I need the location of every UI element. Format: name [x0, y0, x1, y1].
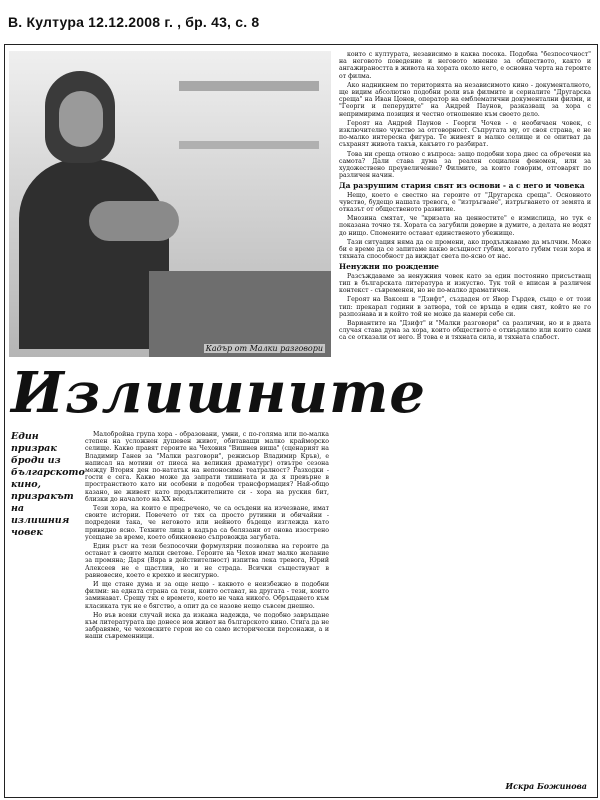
paragraph: Героят на Ваксеш в "Дзифт", създаден от Явор Гърдев, също е от този тип: прекарал години в затвора, той се връща в един свят, който не го разпознава и в който той не може да намери себе си. [339, 296, 591, 318]
paragraph: И ще стане дума и за още нещо - каквото е неизбежно в подобни филми: на едната страна са тези, които остават, на другата - тези, които заминават. Срещу тях е времето, което не чака никого. Обръщането към класиката тук не е бягство, а опит да се назове нещо съвсем днешно. [85, 581, 329, 610]
subheading: Да разрушим стария свят из основи - а с него и човека [339, 181, 585, 191]
paragraph: Героят на Андрей Паунов - Георги Чочев - е необичаен човек, с изключително чувство за отговорност. Съпругата му, от своя страна, е не по-малко интересна фигура. Те живеят в малко селище и се опитват да съхранят живота такъв, какъвто го разбират. [339, 119, 591, 149]
paragraph: Малобройна група хора - образовани, умни, с по-голяма или по-малка степен на усложнен душевен живот, обитаващи малко крайморско селище. Какво правят героите на Чеховия "Вишнев виша" (сценарият на Владимир Ганев за "Малки разговори", режисьор Владимир Кръв), е написал на мотиви от пиеса на великия драматург) отвътре сезона между Втория ден по-нататък на непоносима театралност? Разходки - гости е сега. Какво може да запрати тишината и да я превърне в пространството като ни особени в подобен трансформация? Най-общо казано, не живеят като продължителните си - хора на руския бит, близки до началото на ХХ век. [85, 431, 329, 503]
paragraph: Тази ситуация няма да се промени, ако продължаваме да мълчим. Може би е време да се запитаме какво всъщност губим, когато губим тези хора и тяхната способност да виждат света по-ясно от нас. [339, 238, 591, 261]
paragraph: Вариантите на "Дзифт" и "Малки разговори" са различни, но и в двата случая става дума за хора, които обществото е отхвърлило или които сами са се отказали от него. В това е и тяхната сила, и тяхната слабост. [339, 319, 591, 342]
paragraph: които с културата, независимо в каква посока. Подобна "безпосочност" на неговото поведение и неговото мнение за обществото, както и ангажираността в живота на хората около него, е основна черта на героите от филма. [339, 51, 591, 80]
publication-header: В. Култура 12.12.2008 г. , бр. 43, с. 8 [8, 14, 260, 30]
article-frame [4, 44, 598, 798]
paragraph: Ако надникнем по територията на независимото кино - документалното, ще видим абсолютно подобни роли във филмите и сериалите "Другарска среща" на Иван Цонев, оператор на емблематични документални филми, и "Георги и пеперудите" на Андрей Паунов, разказващ за хора с непримирима позиция и честно отношение към своето дело. [339, 81, 591, 118]
paragraph: Мнозина смятат, че "кризата на ценностите" е измислица, но тук е показана точно тя. Хората са загубили доверие в думите, а делата не водят до нищо. Спомените остават единственото убежище. [339, 215, 591, 237]
author-signature: Искра Божинова [505, 781, 587, 791]
paragraph: Нещо, което е свестно на героите от "Другарска среща". Основното чувство, будещо нашата тревога, е "изтръгване", изтръгването от земята и отказът от общественото развитие. [339, 191, 591, 214]
article-column-right [339, 51, 591, 793]
paragraph: Разсъждаваме за ненужния човек като за един постоянно присъстващ тип в българската литература и изкуство. Тук той е вписан в различен контекст - съвременен, но не по-малко драматичен. [339, 272, 591, 295]
paragraph: Това ни среща отново с въпроса: защо подобни хора днес са обречени на самота? Дали става дума за реален социален феномен, или за художествено преувеличение? Филмите, за които говорим, отговарят по различен начин. [339, 150, 591, 180]
article-photo [9, 51, 331, 357]
article-title: Излишните [11, 360, 427, 426]
photo-caption: Кадър от Малки разговори [205, 344, 323, 353]
article-column-left [85, 431, 329, 793]
article-lead: Един призрак броди из българското кино, призракът на излишния човек [11, 431, 85, 538]
paragraph: Един ръст на тези безпосочни формулярни позволява на героите да останат в своите малки светове. Героите на Чехов имат малко желание за промяна; Даря (Вяра в действителност) изпитва лека тревога, Юрий Алексеев не е щастлив, но и не страда. Всички съществуват в равновесие, което е крехко и несигурно. [85, 543, 329, 579]
paragraph: Но във всеки случай иска да изкажа надежда, че подобно завръщане към литературата ще донесе нов живот на българското кино. Стига да не забравяме, че чеховските герои не са само исторически персонажи, а и наши съвременници. [85, 611, 329, 641]
subheading: Ненужни по рождение [339, 262, 439, 272]
paragraph: Тези хора, на които е предречено, че са осъдени на изчезване, имат своите истории. Повечето от тях са просто рутинни и обичайни - подредени така, че неговото или нейното бъдеще изглежда като привидно ясно. Техните лица в кадъра са белязани от онова изострено усещане за време, което обикновено съпровожда загубата. [85, 505, 329, 541]
